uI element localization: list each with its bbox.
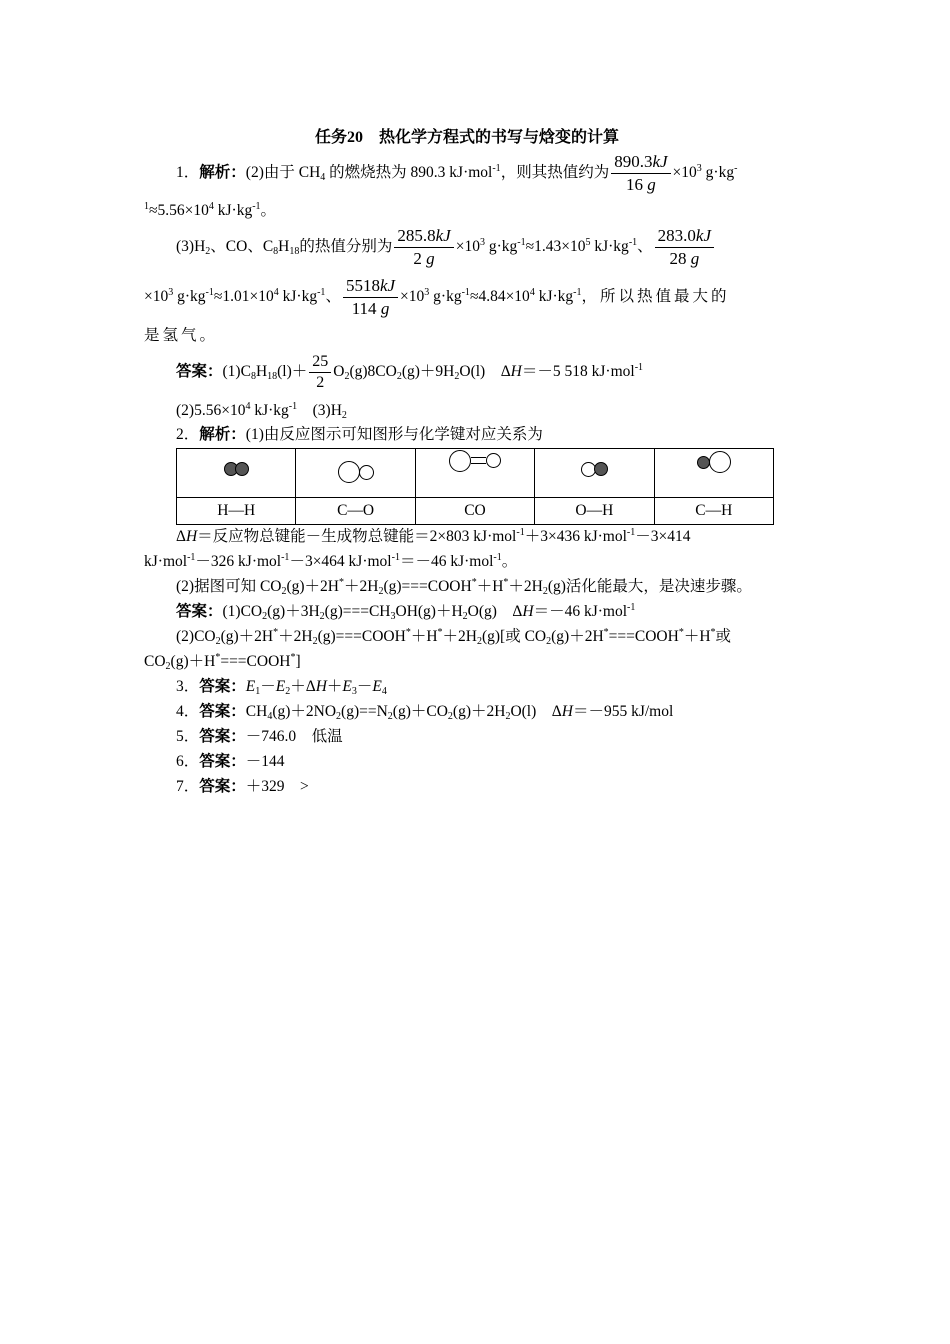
co-triple-molecule-cell	[415, 449, 534, 498]
q1-line-3: $(3)H_2$、CO、$C_8H_{18}$的热值分别为 $\frac{285.8kJ}{2 g}$ $\times 10^3$ $g\cdot kg^{-1}\approx 1.43\times 10^5$ $kJ\cdot kg^{-1}$、 $\frac{283.0kJ}{28 g}$	[176, 224, 716, 270]
q1-line-5: 是氢气。	[144, 327, 219, 344]
co-molecule-cell	[296, 449, 415, 498]
q4-answer: 4．答案：$CH_4(g)+2NO_2(g)==N_2(g)+CO_2(g)+2H_2O(l)$ ΔH＝－955 kJ/mol	[176, 703, 674, 722]
page-title: 任务20 热化学方程式的书写与焓变的计算	[315, 129, 620, 146]
q2-answer-3: $CO_2(g)+H^*===COOH^*$]	[144, 652, 301, 672]
c-atom-icon	[338, 461, 360, 483]
h-atom-icon	[235, 462, 249, 476]
c-atom-icon	[709, 451, 731, 473]
q2-answer-2: $(2)CO_2(g)+2H^*+2H_2(g)===COOH^*+H^*+2H_2(g)$[或 $CO_2(g)+2H^*===COOH^*+H^*$或	[176, 627, 732, 647]
fraction-heat-co: $\frac{283.0kJ}{28 g}$	[655, 225, 714, 270]
bond-label: C—H	[654, 498, 773, 525]
hh-molecule-cell	[177, 449, 296, 498]
h-atom-icon	[697, 456, 710, 469]
q2-answer-1: 答案：$(1)CO_2(g)+3H_2(g)===CH_3OH(g)+H_2O(g)$ ΔH＝－46 kJ·mol$^{-1}$	[176, 602, 636, 622]
q2-dh-line-1: ΔH＝反应物总键能－生成物总键能＝2×803 kJ·mol$^{-1}$＋3×436 kJ·mol$^{-1}$－3×414	[176, 527, 691, 545]
q1-line-2: $^1\approx 5.56\times 10^4$ $kJ\cdot kg^{-1}$。	[144, 201, 277, 219]
q2-part-2: (2)据图可知 $CO_2(g)+2H^*+2H_2(g)===COOH^*+H^*+2H_2(g)$活化能最大，是决速步骤。	[176, 577, 752, 597]
q3-answer: 3．答案：$E_1-E_2+\Delta H+E_3-E_4$	[176, 678, 387, 697]
bond-label: O—H	[535, 498, 654, 525]
bond-diagram-table	[176, 448, 774, 525]
c-atom-icon	[449, 450, 471, 472]
q7-answer: 7．答案：＋329 >	[176, 778, 309, 795]
q1-line-1: 1．解析：(2)由于 $CH_4$ 的燃烧热为 890.3 kJ·mol$^{-1}$，则其热值约为 $\frac{890.3kJ}{16 g}$ $\times 10^3$ g·kg-	[176, 151, 738, 194]
q6-answer: 6．答案：－144	[176, 753, 285, 770]
fraction-heat-h2: $\frac{285.8kJ}{2 g}$	[394, 225, 453, 270]
ch-molecule-cell	[654, 449, 773, 498]
bond-label: H—H	[177, 498, 296, 525]
bond-label: C—O	[296, 498, 415, 525]
oh-molecule-cell	[535, 449, 654, 498]
fraction-heat-octane: $\frac{5518kJ}{114 g}$	[343, 275, 398, 320]
q1-answer-2: $(2)5.56\times 10^4$ $kJ\cdot kg^{-1}$ $(3)H_2$	[176, 401, 347, 421]
fraction-heat-ch4: $\frac{890.3kJ}{16 g}$	[611, 151, 670, 196]
o-atom-icon	[486, 453, 501, 468]
q5-answer: 5．答案：－746.0 低温	[176, 728, 343, 745]
q2-line-1: 2．解析：(1)由反应图示可知图形与化学键对应关系为	[176, 426, 543, 443]
h-atom-icon	[594, 462, 608, 476]
o-atom-icon	[359, 465, 374, 480]
bond-label: CO	[415, 498, 534, 525]
q1-line-4: $\times 10^3$ $g\cdot kg^{-1}\approx 1.01\times 10^4$ $kJ\cdot kg^{-1}$、 $\frac{5518kJ}{114 g}$ $\times 10^3$ $g\cdot kg^{-1}\approx 4.84\times 10^4$ $kJ\cdot kg^{-1}$，所以热值最大的	[144, 275, 730, 318]
q2-dh-line-2: kJ·mol$^{-1}$－326 kJ·mol$^{-1}$－3×464 kJ·mol$^{-1}$＝－46 kJ·mol$^{-1}$。	[144, 552, 518, 570]
fraction-25-2: $\frac{25}{2}$	[309, 352, 331, 393]
q1-answer-1: 答案：$(1)C_8H_{18}(l)+$ $\frac{25}{2}$ $O_2(g)8CO_2(g)+9H_2O(l)$ ΔH＝－5 518 kJ·mol$^{-1}$	[176, 352, 644, 391]
triple-bond-icon	[471, 457, 486, 464]
